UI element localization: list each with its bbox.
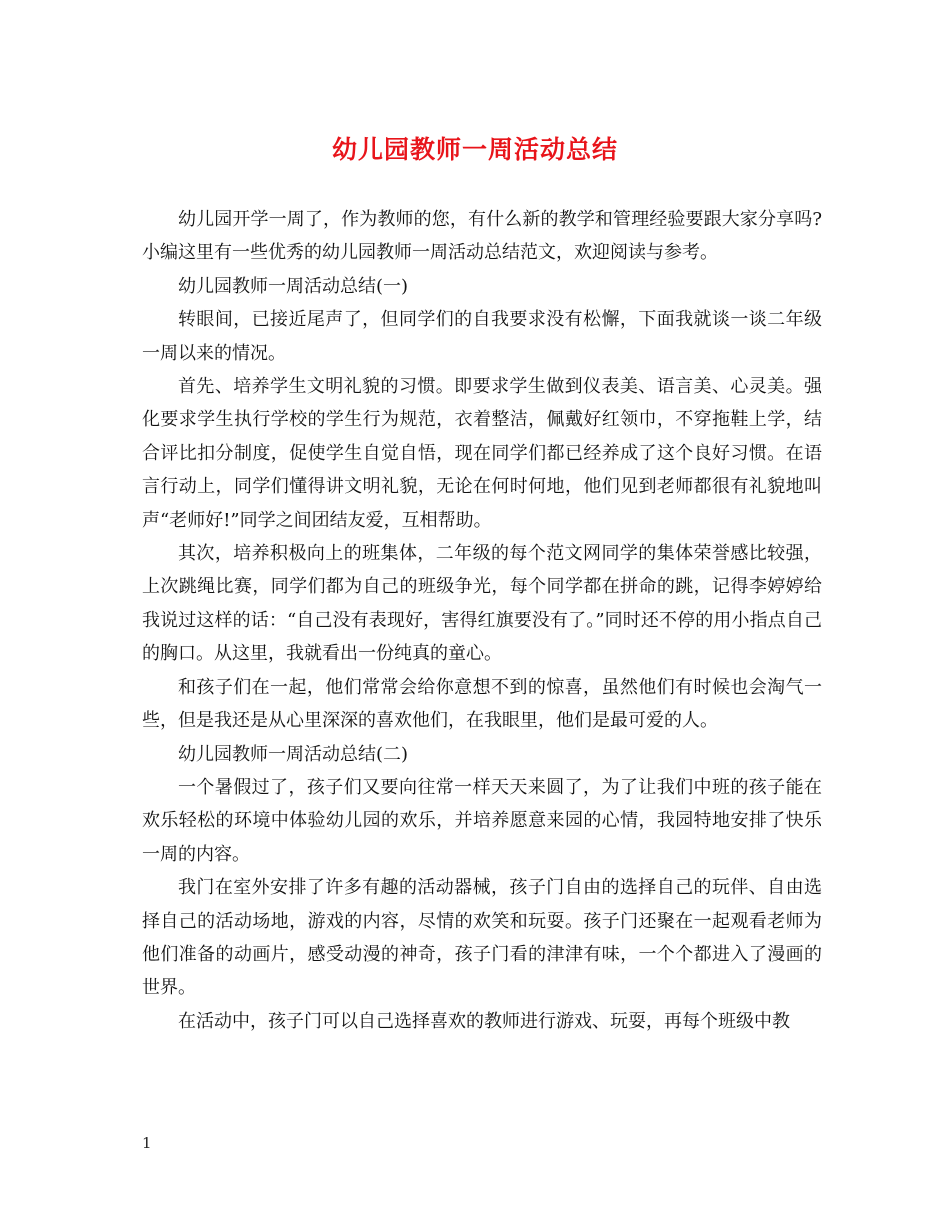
document-body bbox=[142, 203, 822, 1038]
paragraph: 我门在室外安排了许多有趣的活动器械，孩子门自由的选择自己的玩伴、自由选择自己的活动场地，游戏的内容，尽情的欢笑和玩耍。孩子门还聚在一起观看老师为他们准备的动画片，感受动漫的神奇，孩子门看的津津有味，一个个都进入了漫画的世界。 bbox=[142, 877, 822, 999]
document-title: 幼儿园教师一周活动总结 bbox=[331, 135, 618, 164]
paragraph: 一个暑假过了，孩子们又要向往常一样天天来圆了，为了让我们中班的孩子能在欢乐轻松的环境中体验幼儿园的欢乐，并培养愿意来园的心情，我园特地安排了快乐一周的内容。 bbox=[142, 776, 822, 865]
paragraph: 转眼间，已接近尾声了，但同学们的自我要求没有松懈，下面我就谈一谈二年级一周以来的情况。 bbox=[142, 309, 822, 364]
paragraph: 和孩子们在一起，他们常常会给你意想不到的惊喜，虽然他们有时候也会淘气一些，但是我还是从心里深深的喜欢他们，在我眼里，他们是最可爱的人。 bbox=[142, 676, 822, 732]
page-number: 1 bbox=[142, 1134, 152, 1152]
section-heading-2: 幼儿园教师一周活动总结(二) bbox=[178, 743, 409, 765]
paragraph: 其次，培养积极向上的班集体，二年级的每个范文网同学的集体荣誉感比较强，上次跳绳比赛，同学们都为自己的班级争光，每个同学都在拼命的跳，记得李婷婷给我说过这样的话：“自己没有表现好，害得红旗要没有了。”同时还不停的用小指点自己的胸口。从这里，我就看出一份纯真的童心。 bbox=[142, 543, 822, 665]
paragraph: 在活动中，孩子门可以自己选择喜欢的教师进行游戏、玩耍，再每个班级中教 bbox=[178, 1010, 790, 1032]
paragraph: 首先、培养学生文明礼貌的习惯。即要求学生做到仪表美、语言美、心灵美。强化要求学生执行学校的学生行为规范，衣着整洁，佩戴好红领巾，不穿拖鞋上学，结合评比扣分制度，促使学生自觉自悟，现在同学们都已经养成了这个良好习惯。在语言行动上，同学们懂得讲文明礼貌，无论在何时何地，他们见到老师都很有礼貌地叫声“老师好!”同学之间团结友爱，互相帮助。 bbox=[142, 376, 822, 531]
section-heading-1: 幼儿园教师一周活动总结(一) bbox=[178, 275, 409, 297]
paragraph-intro: 幼儿园开学一周了，作为教师的您，有什么新的教学和管理经验要跟大家分享吗?小编这里有一些优秀的幼儿园教师一周活动总结范文，欢迎阅读与参考。 bbox=[142, 209, 822, 264]
